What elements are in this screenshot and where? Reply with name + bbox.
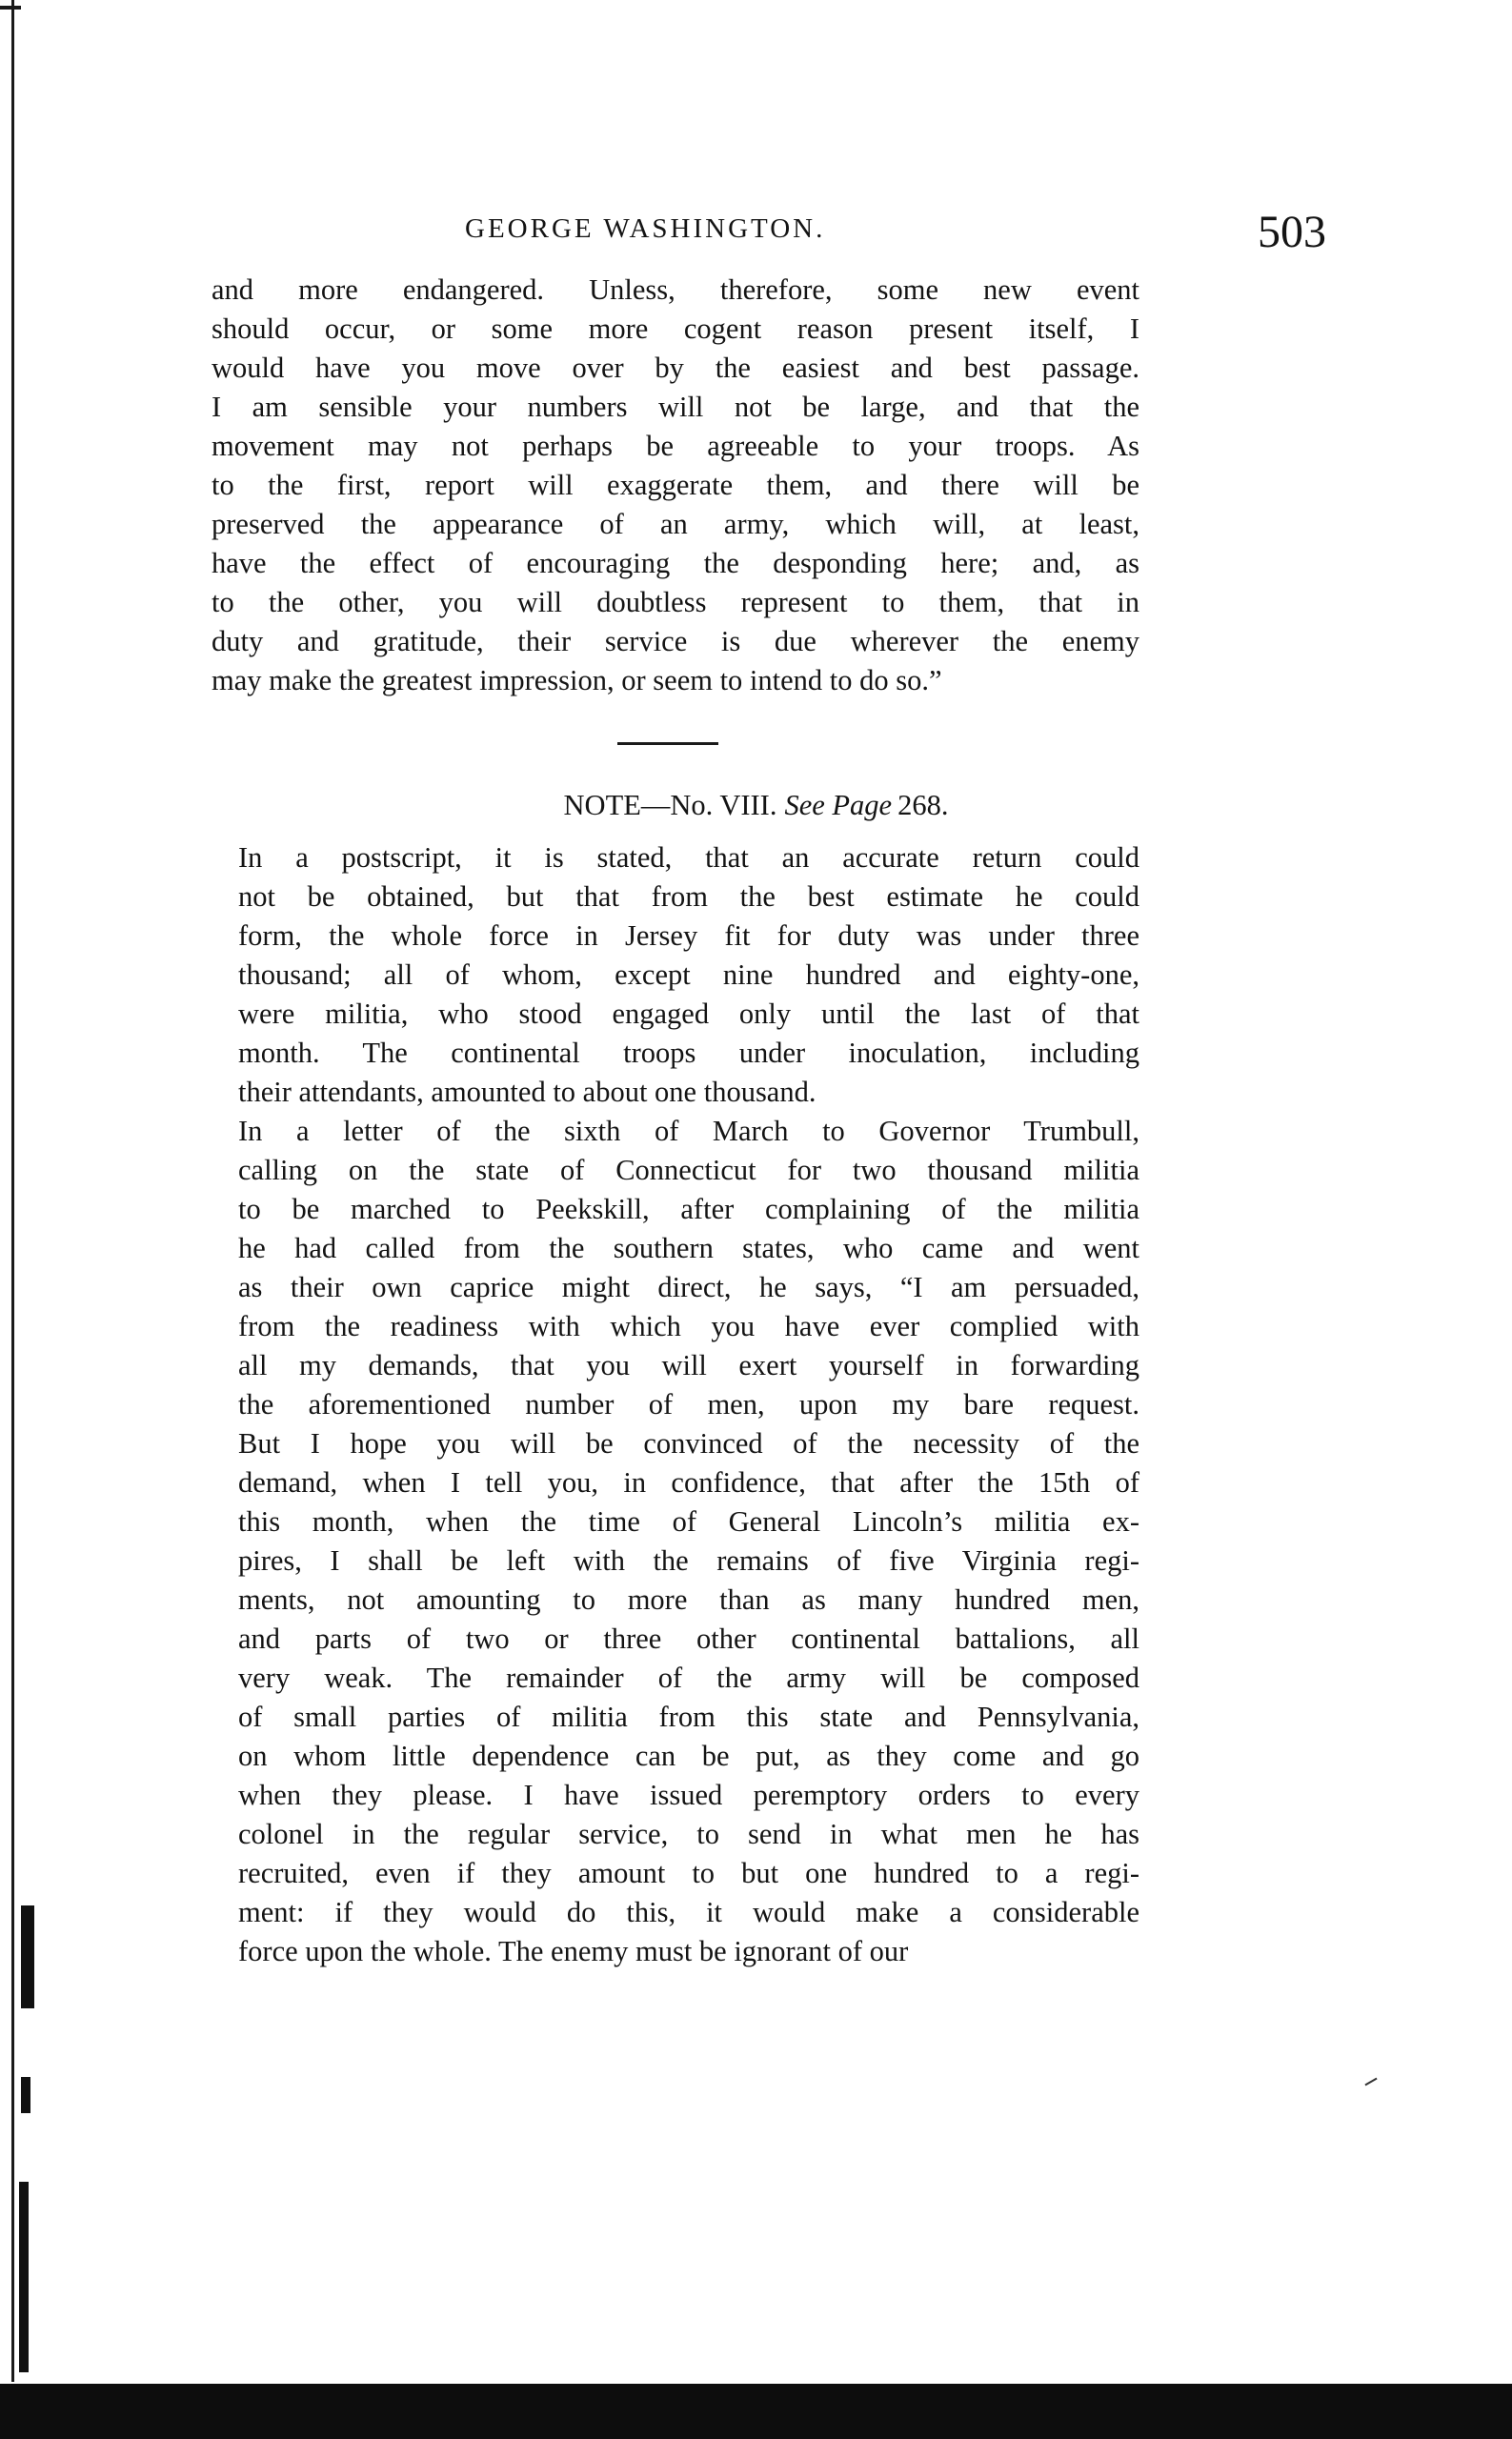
text-line: he had called from the southern states, who came and went: [238, 1232, 1139, 1264]
text-line: and parts of two or three other continental battalions, all: [238, 1623, 1139, 1655]
text-line: from the readiness with which you have ever complied with: [238, 1310, 1139, 1342]
text-line: to the other, you will doubtless represent to them, that in: [212, 586, 1139, 618]
quote-paragraph: [212, 271, 1139, 700]
text-line: calling on the state of Connecticut for two thousand militia: [238, 1154, 1139, 1186]
text-line: not be obtained, but that from the best estimate he could: [238, 880, 1139, 913]
note-reference-page: 268.: [897, 789, 949, 821]
text-line: pires, I shall be left with the remains of five Virginia regi-: [238, 1544, 1139, 1577]
text-line: form, the whole force in Jersey fit for duty was under three: [238, 919, 1139, 952]
text-line: on whom little dependence can be put, as they come and go: [238, 1740, 1139, 1772]
text-line: month. The continental troops under inoculation, including: [238, 1037, 1139, 1069]
text-line: preserved the appearance of an army, which will, at least,: [212, 508, 1139, 540]
running-head: [0, 208, 1512, 261]
text-line: have the effect of encouraging the desponding here; and, as: [212, 547, 1139, 579]
text-line: force upon the whole. The enemy must be ignorant of our: [238, 1935, 909, 1967]
binding-shadow-mark: [21, 2077, 30, 2113]
text-line: But I hope you will be convinced of the necessity of the: [238, 1427, 1139, 1460]
stray-ink-mark: [1364, 2078, 1377, 2086]
text-line: and more endangered. Unless, therefore, some new event: [212, 273, 1139, 306]
page-number: 503: [1258, 207, 1326, 257]
text-line: to be marched to Peekskill, after complaining of the militia: [238, 1193, 1139, 1225]
text-line: ment: if they would do this, it would make a considerable: [238, 1896, 1139, 1928]
text-line: thousand; all of whom, except nine hundred and eighty-one,: [238, 958, 1139, 991]
note-reference-label: See Page: [784, 789, 893, 821]
text-line: all my demands, that you will exert yourself in forwarding: [238, 1349, 1139, 1381]
text-line: very weak. The remainder of the army will be composed: [238, 1662, 1139, 1694]
text-line: to the first, report will exaggerate them, and there will be: [212, 469, 1139, 501]
text-line: ments, not amounting to more than as many hundred men,: [238, 1583, 1139, 1616]
scan-left-edge: [11, 0, 14, 2382]
text-line: duty and gratitude, their service is due wherever the enemy: [212, 625, 1139, 657]
text-line: movement may not perhaps be agreeable to your troops. As: [212, 430, 1139, 462]
text-line: as their own caprice might direct, he says, “I am persuaded,: [238, 1271, 1139, 1303]
text-line: recruited, even if they amount to but one hundred to a regi-: [238, 1857, 1139, 1889]
text-line: when they please. I have issued peremptory orders to every: [238, 1779, 1139, 1811]
scan-corner-mark: [0, 6, 21, 10]
note-paragraph-1: [212, 838, 1139, 1112]
section-divider: [617, 742, 718, 745]
quote-continuation: [212, 271, 1139, 700]
text-line: were militia, who stood engaged only until the last of that: [238, 998, 1139, 1030]
text-line: In a letter of the sixth of March to Governor Trumbull,: [238, 1115, 1139, 1147]
note-heading: [0, 789, 1512, 822]
text-line: demand, when I tell you, in confidence, that after the 15th of: [238, 1466, 1139, 1499]
note-body: [212, 838, 1139, 1971]
text-line: should occur, or some more cogent reason present itself, I: [212, 312, 1139, 345]
text-line: this month, when the time of General Lincoln’s militia ex-: [238, 1505, 1139, 1538]
text-line: may make the greatest impression, or seem to intend to do so.”: [212, 664, 942, 696]
note-paragraph-2: [212, 1112, 1139, 1971]
text-line: of small parties of militia from this state and Pennsylvania,: [238, 1701, 1139, 1733]
text-line: their attendants, amounted to about one thousand.: [238, 1076, 816, 1108]
text-line: colonel in the regular service, to send in what men he has: [238, 1818, 1139, 1850]
note-title: NOTE—No. VIII.: [563, 789, 777, 821]
text-line: the aforementioned number of men, upon my bare request.: [238, 1388, 1139, 1421]
binding-shadow-mark: [19, 2182, 29, 2372]
running-title: GEORGE WASHINGTON.: [465, 213, 826, 244]
scan-bottom-edge: [0, 2384, 1512, 2439]
binding-shadow-mark: [21, 1905, 34, 2008]
text-line: In a postscript, it is stated, that an accurate return could: [238, 841, 1139, 874]
text-line: I am sensible your numbers will not be large, and that the: [212, 391, 1139, 423]
text-line: would have you move over by the easiest and best passage.: [212, 352, 1139, 384]
